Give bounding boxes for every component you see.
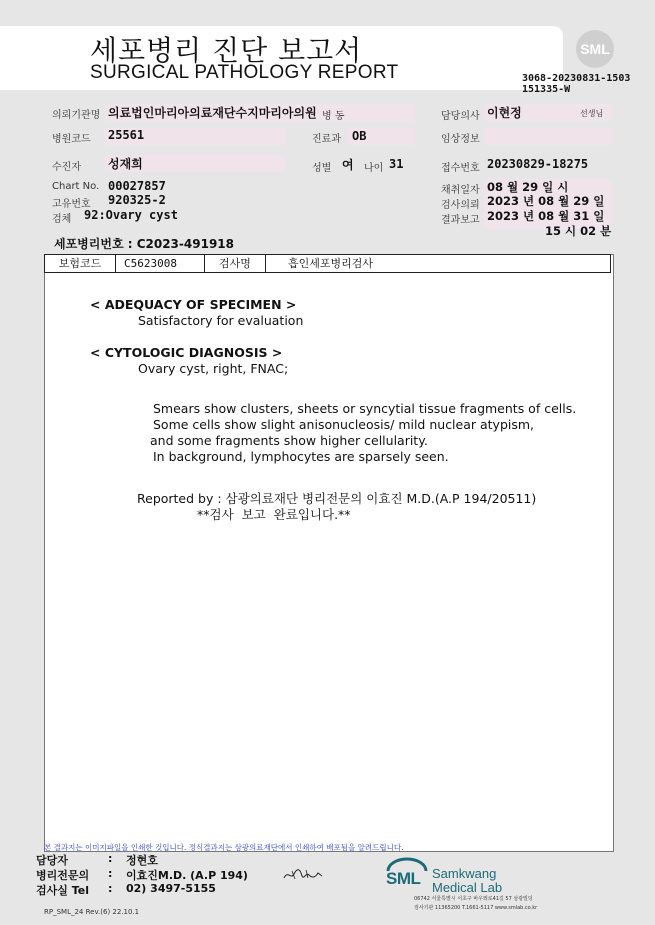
- receipt-label: 접수번호: [441, 163, 480, 174]
- description-line-1: Smears show clusters, sheets or syncytial tissue fragments of cells.: [153, 401, 577, 416]
- result-date-value: 2023 년 08 월 31 일: [487, 209, 605, 223]
- report-body: [44, 254, 614, 852]
- lab-tel-label: 검사실 Tel: [36, 884, 89, 897]
- doctor-value: 이현정: [487, 106, 522, 120]
- doctor-suffix: 선생님: [580, 109, 604, 118]
- specimen-value: 92:Ovary cyst: [84, 208, 178, 222]
- sex-value: 여: [342, 158, 354, 172]
- pathologist-value: 이효진M.D. (A.P 194): [126, 869, 248, 882]
- receipt-value: 20230829-18275: [487, 157, 589, 171]
- pathologist-colon: :: [108, 867, 113, 880]
- insurance-code-label: 보험코드: [45, 255, 116, 272]
- result-time-value: 15 시 02 분: [545, 224, 612, 238]
- lab-registration: 검사기관 11365200 T.1661-5117 www.smlab.co.kr: [414, 905, 538, 911]
- lab-name-line1: Samkwang: [432, 866, 497, 881]
- institution-value: 의료법인마리아의료재단수지마리아의원: [108, 106, 317, 120]
- specimen-label: 검체: [52, 214, 72, 225]
- report-title-korean: 세포병리 진단 보고서: [90, 34, 363, 67]
- dept-label: 진료과: [312, 134, 341, 145]
- report-number: [522, 73, 630, 95]
- lab-tel-colon: :: [108, 882, 113, 895]
- diagnosis-text: Ovary cyst, right, FNAC;: [138, 361, 289, 376]
- test-name-label: 검사명: [205, 255, 266, 272]
- footer-notice: 본 결과지는 이미지파일을 인쇄한 것입니다. 정식결과지는 삼광의료재단에서 인쇄하여 배포됨을 알려드립니다.: [44, 843, 404, 852]
- age-label: 나이: [364, 163, 384, 174]
- sml-logo: SML: [576, 30, 614, 68]
- chart-no-value: 00027857: [108, 179, 166, 193]
- insurance-code-value: C5623008: [116, 255, 205, 272]
- lab-tel-value: 02) 3497-5155: [126, 882, 216, 895]
- manager-label: 담당자: [36, 854, 68, 867]
- test-name-value: 흡인세포병리검사: [288, 257, 374, 270]
- report-number-line1: 3068-20230831-1503: [522, 73, 631, 84]
- description-line-2: Some cells show slight anisonucleosis/ mild nuclear atypism,: [153, 417, 535, 432]
- request-date-value: 2023 년 08 월 29 일: [487, 194, 605, 208]
- institution-label: 의뢰기관명: [52, 110, 101, 121]
- chart-no-label: Chart No.: [52, 181, 100, 192]
- test-info-table: [44, 254, 611, 273]
- clinical-info-field-bg: [484, 128, 612, 145]
- clinical-info-label: 임상정보: [441, 134, 480, 145]
- lab-name-line2: Medical Lab: [432, 880, 503, 895]
- manager-colon: :: [108, 852, 113, 865]
- description-line-4: In background, lymphocytes are sparsely seen.: [153, 449, 449, 464]
- sex-label: 성별: [312, 163, 332, 174]
- cytopathology-number: 세포병리번호 : C2023-491918: [54, 237, 234, 251]
- report-number-line2: 151335-W: [522, 84, 571, 95]
- samkwang-logo-text: SML: [386, 869, 421, 888]
- adequacy-text: Satisfactory for evaluation: [138, 313, 304, 328]
- signature-image: [282, 866, 324, 882]
- id-number-label: 고유번호: [52, 199, 91, 210]
- pathologist-label: 병리전문의: [36, 869, 90, 882]
- diagnosis-heading: < CYTOLOGIC DIAGNOSIS >: [90, 345, 283, 360]
- collect-date-value: 08 월 29 일 시: [487, 180, 569, 194]
- id-number-value: 920325-2: [108, 193, 166, 207]
- hospital-code-value: 25561: [108, 128, 145, 142]
- doctor-label: 담당의사: [441, 111, 480, 122]
- ward-label: 병 동: [322, 111, 345, 122]
- lab-address: 06742 서울특별시 서초구 바우뫼로41길 57 삼광빌딩: [414, 896, 533, 902]
- age-value: 31: [389, 157, 404, 171]
- description-line-3: and some fragments show higher cellularity.: [150, 433, 428, 448]
- report-title-english: SURGICAL PATHOLOGY REPORT: [90, 62, 399, 83]
- manager-value: 정현호: [126, 854, 158, 867]
- reported-by: Reported by : 삼광의료재단 병리전문의 이효진 M.D.(A.P 194/20511): [137, 491, 537, 506]
- request-date-label: 검사의뢰: [441, 200, 480, 211]
- result-date-label: 결과보고: [441, 215, 480, 226]
- hospital-code-label: 병원코드: [52, 134, 91, 145]
- collect-date-label: 채취일자: [441, 185, 480, 196]
- patient-value: 성재희: [108, 157, 143, 171]
- form-code: RP_SML_24 Rev.(6) 22.10.1: [44, 908, 140, 916]
- report-complete: **검사 보고 완료입니다.**: [197, 507, 351, 522]
- dept-value: OB: [352, 129, 367, 143]
- patient-label: 수진자: [52, 162, 81, 173]
- adequacy-heading: < ADEQUACY OF SPECIMEN >: [90, 297, 297, 312]
